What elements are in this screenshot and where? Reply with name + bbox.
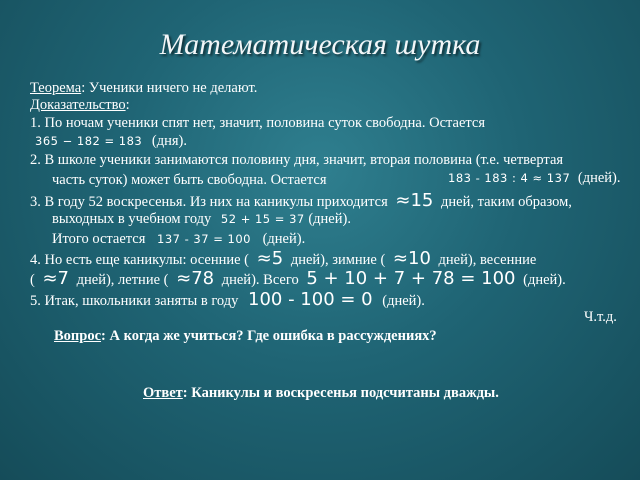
step-5-text-b: (дней). [382, 293, 425, 309]
step-3-remaining-equation: 137 - 37 = 100 [157, 232, 251, 246]
step-1-equation: 365 − 182 = 183 [35, 134, 143, 148]
step-3-weekends-equation: 52 + 15 = 37 [220, 212, 305, 226]
step-3-weekends-line [52, 211, 351, 228]
step-3-remaining-unit: (дней). [262, 231, 306, 247]
step-2-unit: (дней). [577, 170, 621, 186]
answer-label: Ответ [143, 385, 183, 401]
step-3-text-a: 3. В году 52 воскресенья. Из них на каникулы приходится [30, 194, 388, 210]
step-5-equation: 100 - 100 = 0 [248, 289, 373, 310]
answer-line [143, 385, 499, 402]
step-5-text-a: 5. Итак, школьники заняты в году [30, 293, 239, 309]
step-1-line: 1. По ночам ученики спят нет, значит, половина суток свободна. Остается [30, 115, 486, 131]
step-4-autumn-approx: ≈5 [256, 248, 284, 269]
theorem-label: Теорема [30, 80, 82, 96]
step-4-text-c: дней), весенние [438, 252, 537, 268]
step-3-remaining-line [52, 231, 305, 248]
step-4b-text-a: ( [30, 272, 35, 288]
question-line [54, 328, 437, 345]
step-1-unit: (дня). [151, 133, 187, 149]
slide-title: Математическая шутка [159, 28, 481, 61]
question-text: : А когда же учиться? Где ошибка в рассуждениях? [101, 328, 437, 344]
qed-mark: Ч.т.д. [584, 309, 617, 325]
step-4-text-a: 4. Но есть еще каникулы: осенние ( [30, 252, 250, 268]
step-3-remaining-text: Итого остается [52, 231, 146, 247]
proof-line [30, 97, 130, 114]
step-3-weekends-unit: (дней). [308, 211, 351, 227]
step-4-spring-approx: ≈7 [42, 268, 70, 289]
question-label: Вопрос [54, 328, 102, 344]
step-4-text-b: дней), зимние ( [290, 252, 386, 268]
step-4-summer-approx: ≈78 [176, 268, 215, 289]
step-4-continuation [30, 270, 566, 289]
step-4-line [30, 250, 536, 269]
step-4-total-equation: 5 + 10 + 7 + 78 = 100 [306, 268, 516, 289]
step-4-winter-approx: ≈10 [392, 248, 431, 269]
proof-label: Доказательство [30, 97, 126, 113]
step-3-weekends-text: выходных в учебном году [52, 211, 212, 227]
step-2-line: 2. В школе ученики занимаются половину дня, значит, вторая половина (т.е. четвертая [30, 152, 564, 168]
step-3-approx: ≈15 [395, 190, 434, 211]
step-2-equation: 183 - 183 : 4 ≈ 137 [448, 171, 571, 185]
answer-text: : Каникулы и воскресенья подсчитаны дважды. [182, 385, 499, 401]
step-4b-text-d: (дней). [523, 272, 566, 288]
theorem-line [30, 80, 257, 97]
step-5-line [30, 291, 425, 310]
proof-text: : [125, 97, 130, 113]
step-3-line [30, 192, 572, 211]
step-1-result-line [35, 133, 187, 150]
step-2-result [448, 170, 621, 187]
step-2-continuation: часть суток) может быть свободна. Остается [52, 172, 327, 188]
step-3-text-b: дней, таким образом, [441, 194, 572, 210]
step-4b-text-b: дней), летние ( [76, 272, 169, 288]
step-4b-text-c: дней). Всего [221, 272, 299, 288]
theorem-text: : Ученики ничего не делают. [81, 80, 258, 96]
